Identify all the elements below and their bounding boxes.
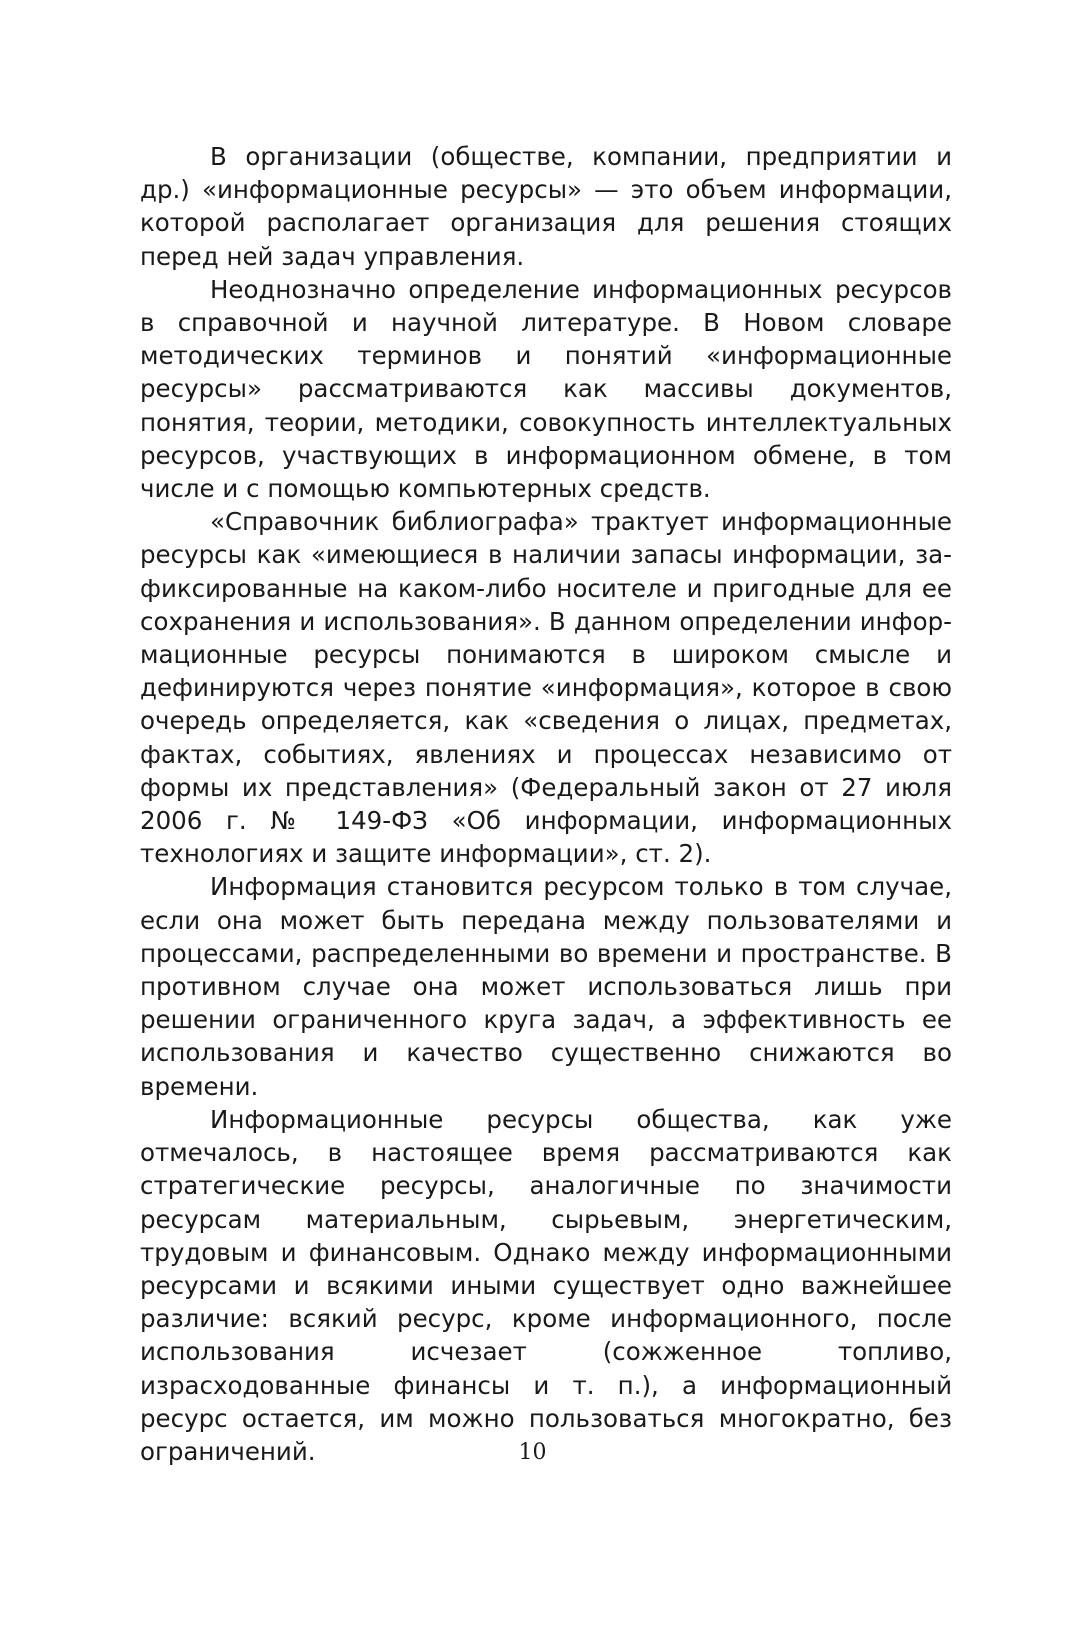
paragraph-2: Неоднозначно определение информационных ресурсов в справочной и научной литературе. В Новом словаре методических терминов и понятий «информационные ресурсы» рассматриваются как массивы документов, понятия, теории, методики, совокупность интеллектуальных ресурсов, участвующих в информационном обмене, в том числе и с помощью компьютерных средств. (140, 274, 952, 504)
paragraph-3: «Справочник библиографа» трактует информационные ресурсы как «имеющиеся в наличии запасы информации, зафиксированные на каком-либо носителе и пригодные для ее сохранения и использования». В данном определении информационные ресурсы понимаются в широком смысле и дефинируются через понятие «информация», которое в свою очередь определяется, как «сведения о лицах, предметах, фактах, событиях, явлениях и процессах независимо от формы их представления» (Федеральный закон от 27 июля 2006 г. № 149-ФЗ «Об информации, информационных технологиях и защите информации», ст. 2). (140, 507, 952, 869)
paragraph-4: Информация становится ресурсом только в том случае, если она может быть передана между пользователями и процессами, распределенными во времени и пространстве. В противном случае она может использоваться лишь при решении ограниченного круга задач, а эффективность ее использования и качество существенно снижаются во времени. (140, 872, 952, 1101)
paragraph-1: В организации (обществе, компании, предприятии и др.) «информационные ресурсы» — это объем информации, которой располагает организация для решения стоящих перед ней задач управления. (140, 142, 952, 271)
body-text (140, 140, 952, 1468)
paragraph-5: Информационные ресурсы общества, как уже отмечалось, в настоящее время рассматриваются как стратегические ресурсы, аналогичные по значимости ресурсам материальным, сырьевым, энергетическим, трудовым и финансовым. Однако между информационными ресурсами и всякими иными существует одно важнейшее различие: всякий ресурс, кроме информационного, после использования исчезает (сожженное топливо, израсходованные финансы и т. п.), а информационный ресурс остается, им можно пользоваться многократно, без ограничений. (140, 1104, 952, 1466)
page-number: 10 (518, 1440, 547, 1465)
